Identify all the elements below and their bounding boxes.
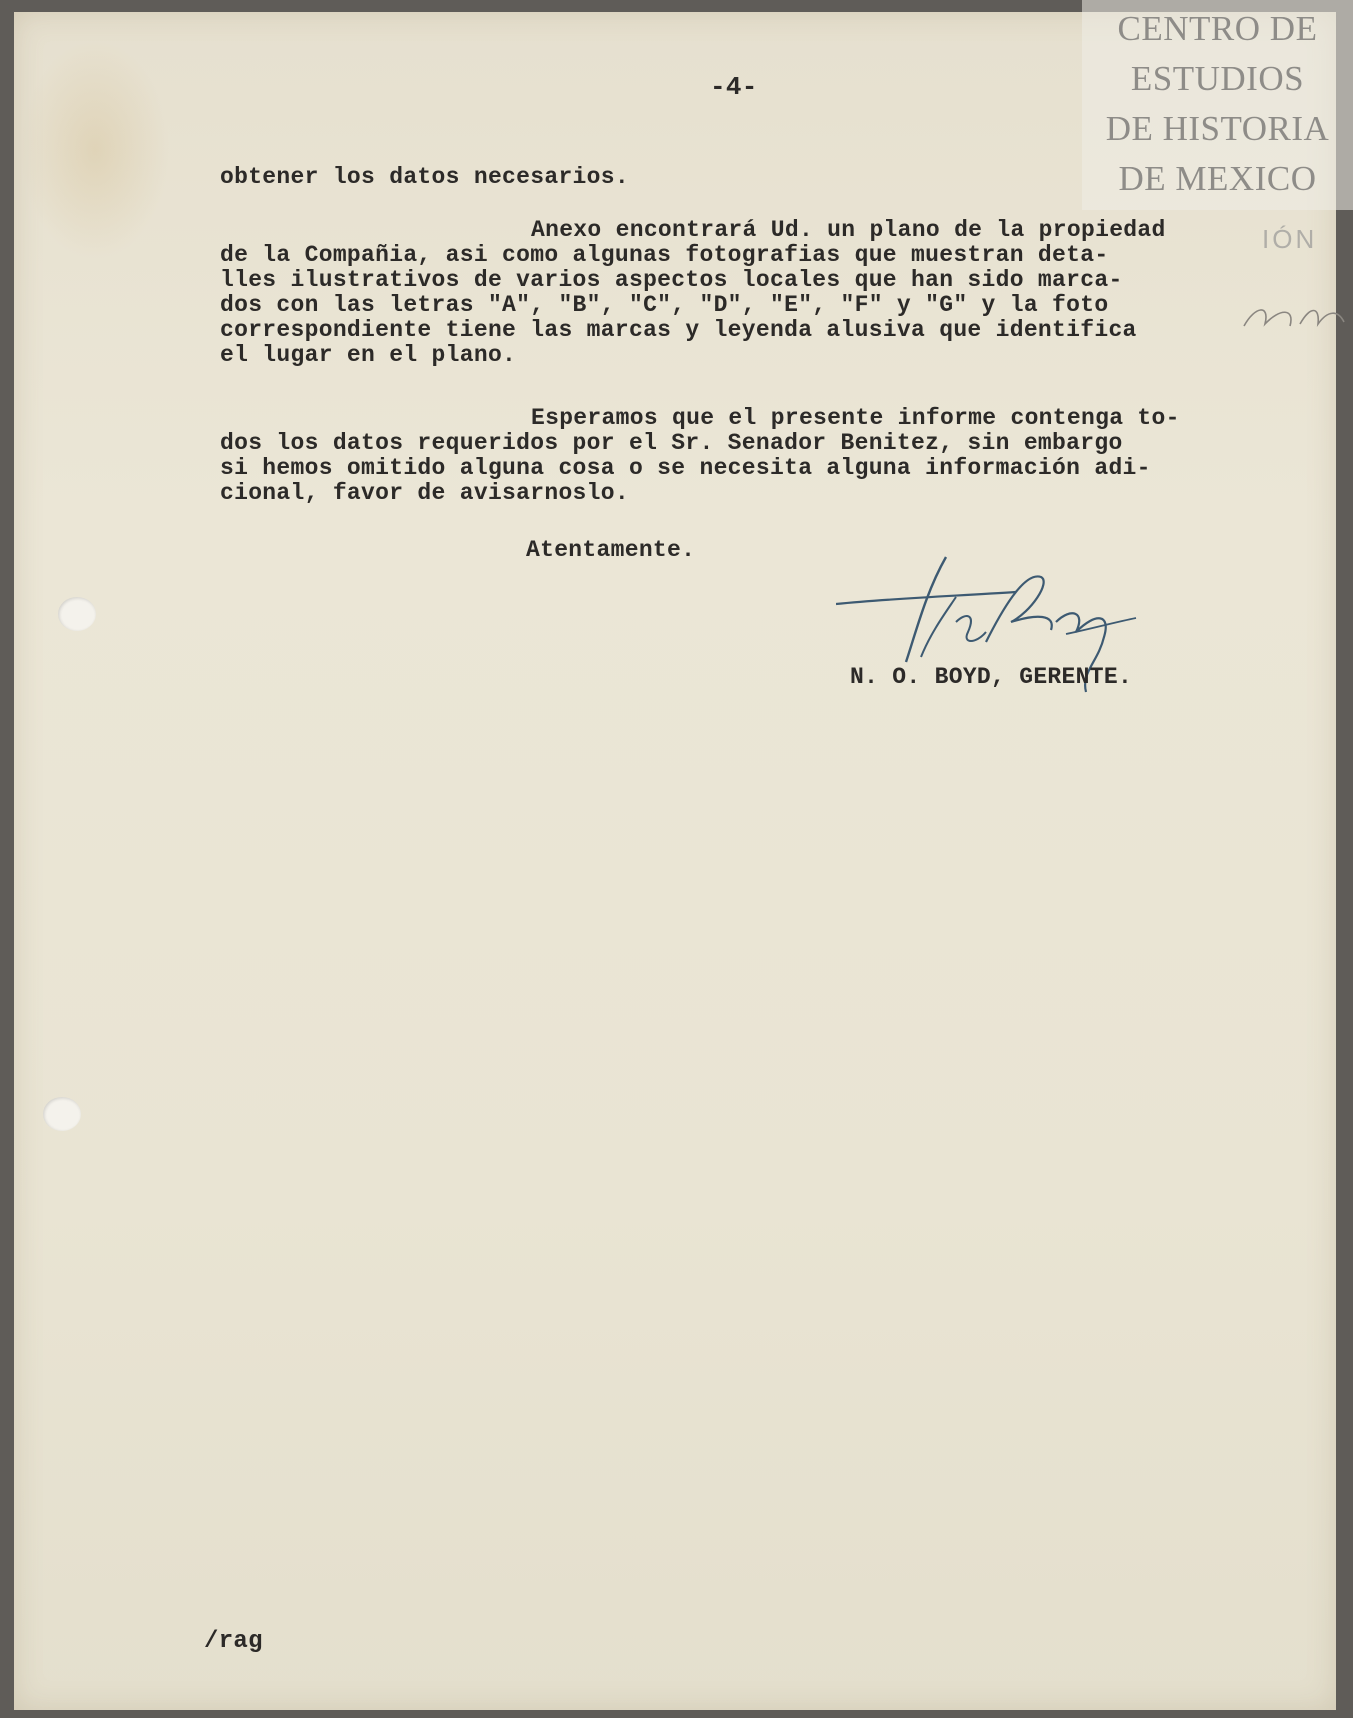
paragraph-line: dos con las letras "A", "B", "C", "D", "E", "F" y "G" y la foto bbox=[220, 292, 1109, 318]
paragraph-line: lles ilustrativos de varios aspectos locales que han sido marca- bbox=[220, 267, 1123, 293]
signer-name: N. O. BOYD, GERENTE. bbox=[850, 664, 1133, 690]
paragraph-line: dos los datos requeridos por el Sr. Senador Benitez, sin embargo bbox=[220, 430, 1123, 456]
paragraph-line: cional, favor de avisarnoslo. bbox=[220, 480, 629, 506]
paragraph-line: Anexo encontrará Ud. un plano de la propiedad bbox=[531, 217, 1166, 243]
handwritten-margin-note bbox=[1240, 296, 1350, 336]
paragraph-line: obtener los datos necesarios. bbox=[220, 164, 629, 190]
page-number: -4- bbox=[710, 72, 758, 102]
stamp-line: ESTUDIOS bbox=[1130, 59, 1305, 98]
paragraph-line: si hemos omitido alguna cosa o se necesita alguna información adi- bbox=[220, 455, 1151, 481]
stamp-line: DE HISTORIA bbox=[1105, 109, 1330, 148]
closing-salutation: Atentamente. bbox=[526, 537, 696, 563]
paper-stain bbox=[20, 40, 170, 260]
punch-hole-lower bbox=[43, 1097, 81, 1131]
punch-hole-upper bbox=[58, 597, 96, 631]
paragraph-line: correspondiente tiene las marcas y leyenda alusiva que identifica bbox=[220, 317, 1137, 343]
typist-initials: /rag bbox=[204, 1628, 263, 1655]
paragraph-line: el lugar en el plano. bbox=[220, 342, 517, 368]
paragraph-line: de la Compañia, asi como algunas fotografias que muestran deta- bbox=[220, 242, 1109, 268]
stamp-line: DE MEXICO bbox=[1118, 159, 1317, 198]
paragraph-line: Esperamos que el presente informe contenga to- bbox=[531, 405, 1180, 431]
stamp-line: CENTRO DE bbox=[1117, 9, 1318, 48]
archive-stamp bbox=[1082, 0, 1353, 210]
stamp-fragment: IÓN bbox=[1262, 224, 1318, 254]
